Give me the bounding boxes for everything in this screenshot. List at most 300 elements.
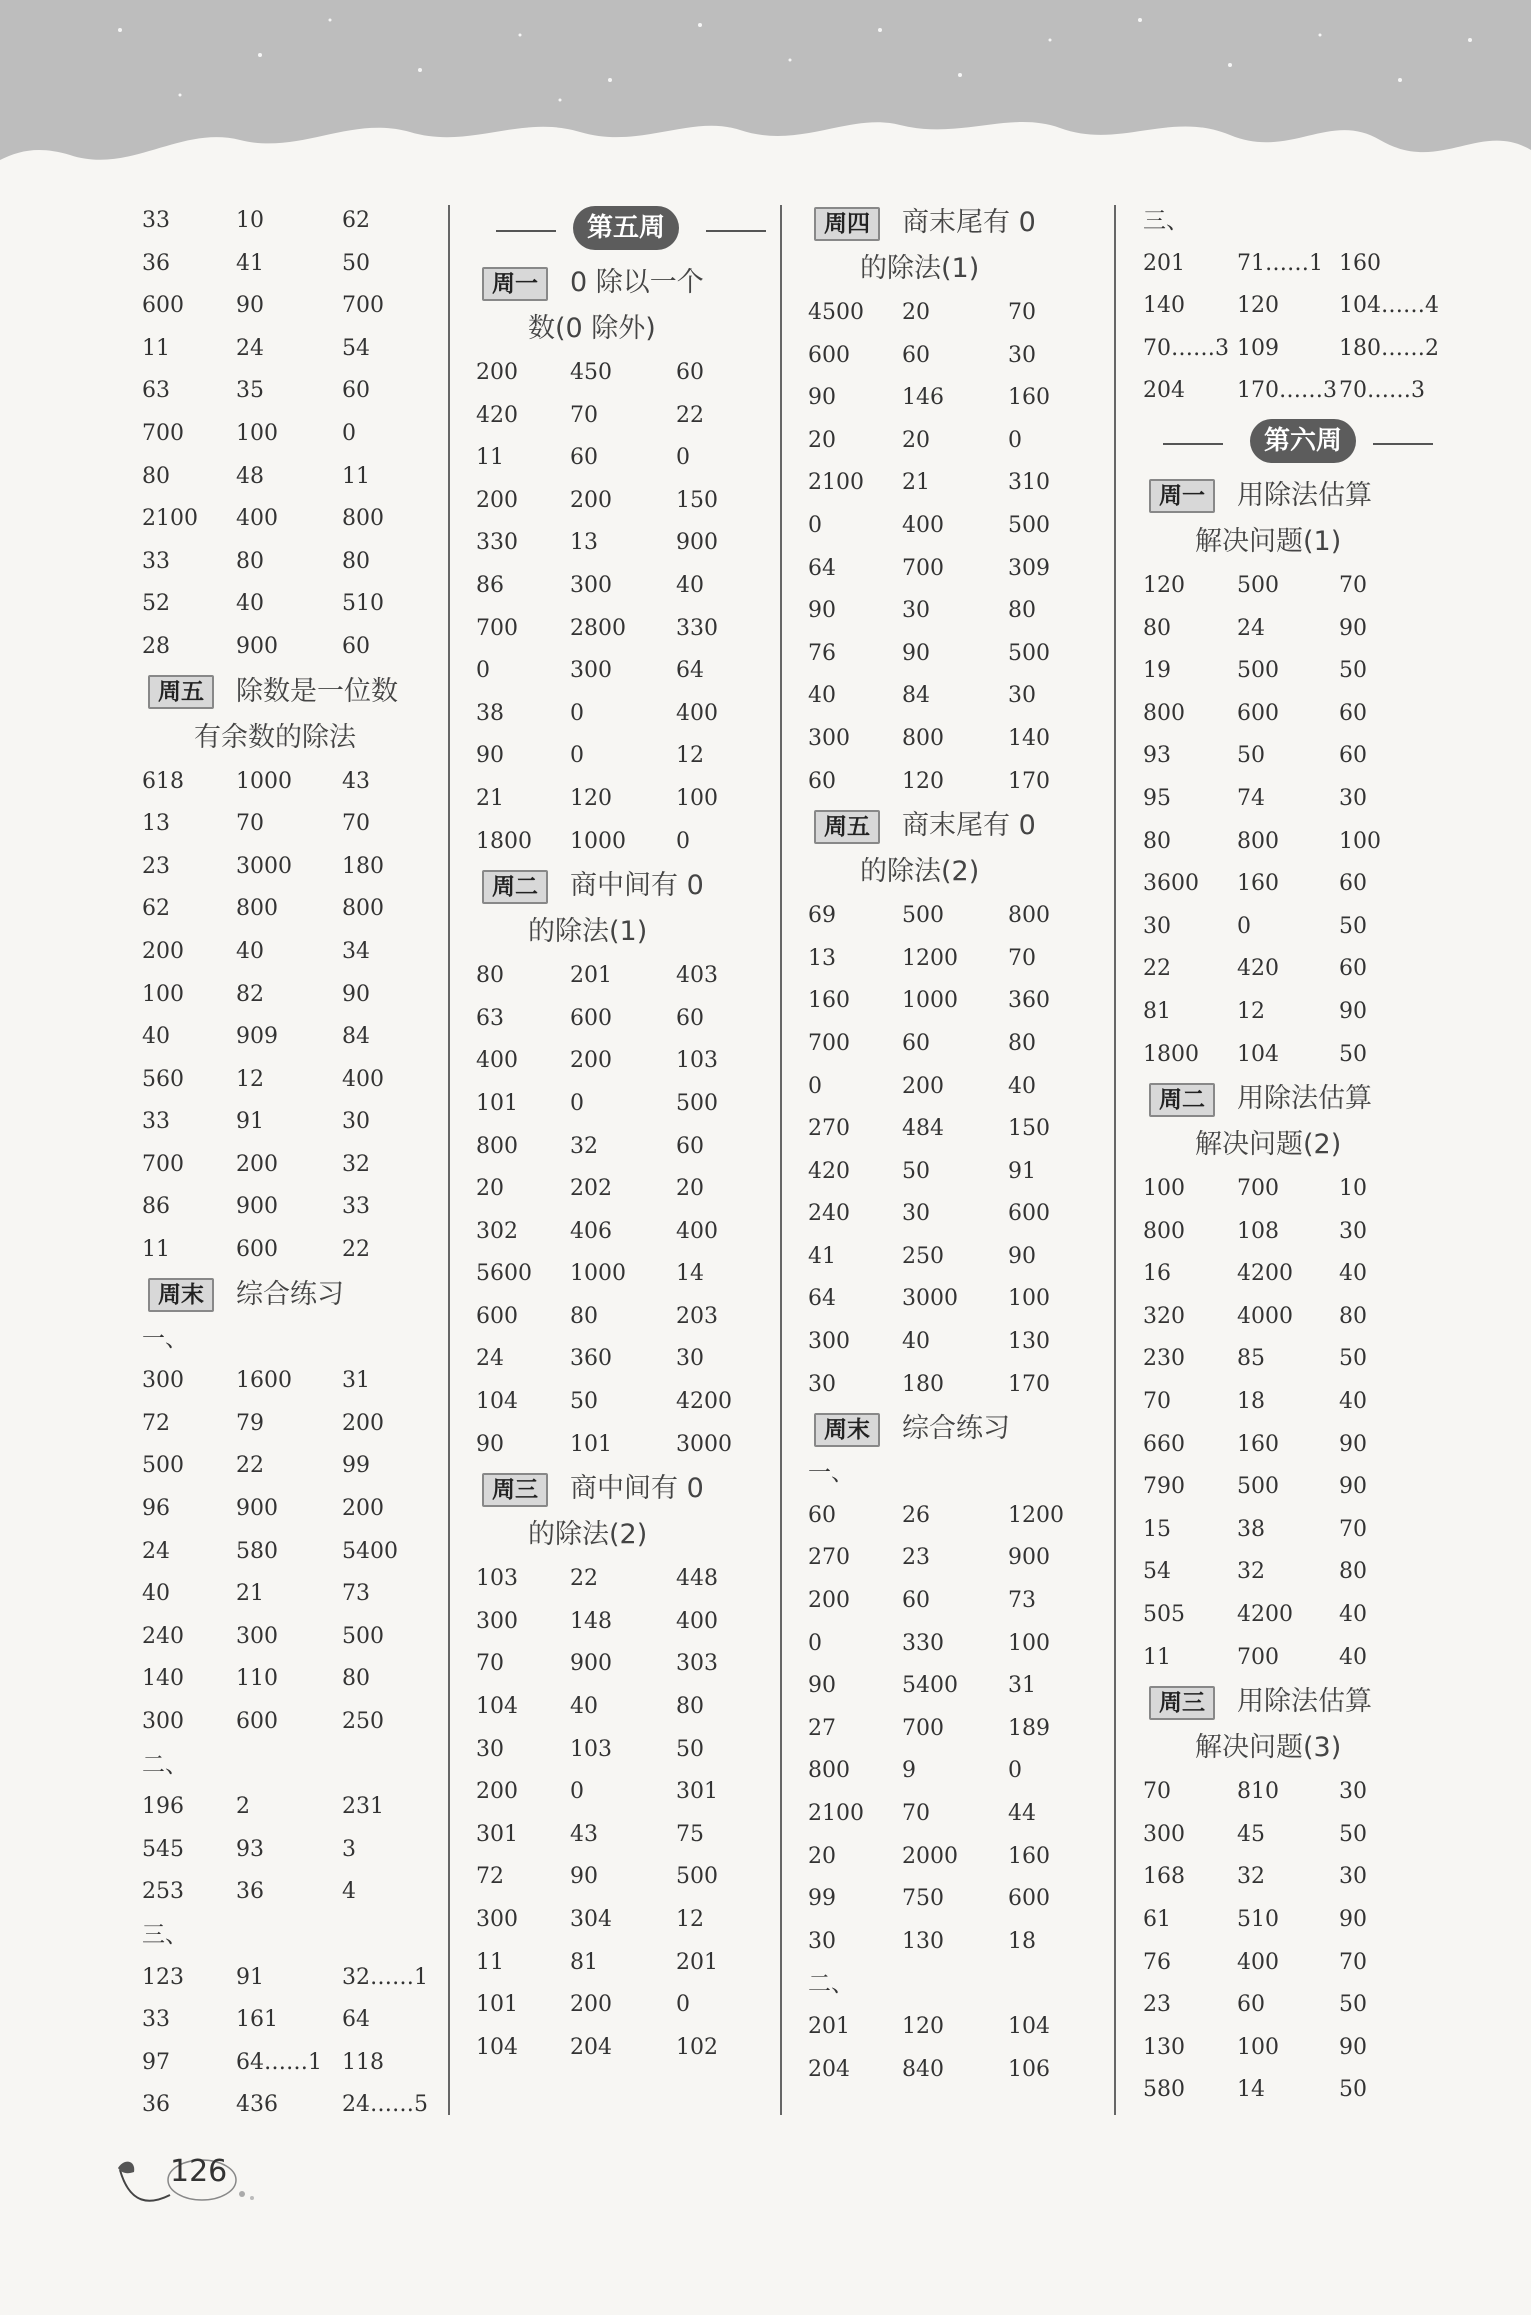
answer-value: 330 [476, 530, 518, 556]
answer-row [808, 548, 1108, 591]
answer-value: 24……5 [342, 2092, 428, 2118]
answer-row [808, 895, 1108, 938]
answer-value: 54 [1143, 1559, 1171, 1585]
answer-value: 300 [1143, 1821, 1185, 1847]
answer-row [1143, 1338, 1463, 1381]
answer-value: 28 [142, 633, 170, 659]
answer-row [142, 1144, 442, 1187]
section-title: 商中间有 0 [570, 870, 704, 902]
answer-value: 330 [902, 1630, 944, 1656]
answer-value: 60 [342, 378, 370, 404]
answer-value: 60 [808, 1502, 836, 1528]
answer-column-1 [142, 200, 442, 2127]
answer-value: 43 [570, 1821, 598, 1847]
week-heading [476, 200, 776, 260]
answer-value: 70 [236, 811, 264, 837]
answer-value: 110 [236, 1666, 278, 1692]
answer-value: 76 [808, 640, 836, 666]
answer-row [476, 735, 776, 778]
answer-value: 510 [1237, 1907, 1279, 1932]
day-badge: 周一 [482, 267, 548, 301]
section-title: 0 除以一个 [570, 267, 704, 298]
answer-row [808, 1878, 1108, 1921]
answer-value: 60 [1339, 700, 1367, 726]
section-heading [142, 1272, 442, 1318]
answer-value: 20 [808, 1843, 836, 1869]
answer-value: 34 [342, 938, 370, 964]
answer-row [476, 1338, 776, 1381]
answer-row [808, 1623, 1108, 1666]
answer-value: 100 [1008, 1630, 1050, 1656]
answer-value: 15 [1143, 1516, 1171, 1542]
section-heading [808, 803, 1108, 849]
column-divider [1114, 205, 1116, 2115]
answer-value: 500 [342, 1623, 384, 1649]
answer-value: 400 [342, 1066, 384, 1092]
answer-value: 40 [676, 572, 704, 598]
answer-row [1143, 948, 1463, 991]
answer-value: 5400 [342, 1538, 398, 1564]
answer-value: 50 [1339, 1041, 1367, 1067]
answer-value: 60 [342, 633, 370, 659]
answer-value: 64 [342, 2007, 370, 2033]
answer-value: 168 [1143, 1864, 1185, 1890]
answer-value: 120 [1143, 572, 1185, 598]
answer-value: 0 [676, 828, 690, 854]
answer-value: 23 [142, 853, 170, 879]
column-divider [780, 205, 782, 2115]
answer-value: 600 [1008, 1201, 1050, 1227]
answer-value: 0 [570, 743, 584, 769]
answer-value: 50 [676, 1736, 704, 1762]
answer-row [808, 980, 1108, 1023]
answer-row [1143, 1771, 1463, 1814]
answer-row [142, 846, 442, 889]
answer-value: 40 [1008, 1073, 1036, 1099]
answer-value: 800 [1143, 1218, 1185, 1244]
answer-value: 0 [676, 1992, 690, 2018]
answer-value: 300 [808, 1329, 850, 1355]
answer-row [808, 1236, 1108, 1279]
answer-row [476, 1126, 776, 1169]
answer-value: 64……1 [236, 2049, 322, 2075]
answer-row [142, 1616, 442, 1659]
answer-value: 30 [1008, 342, 1036, 368]
answer-row [1143, 778, 1463, 821]
answer-value: 200 [570, 1048, 612, 1074]
answer-value: 300 [142, 1709, 184, 1734]
answer-row [142, 1186, 442, 1229]
answer-value: 74 [1237, 785, 1265, 811]
answer-row [1143, 608, 1463, 651]
answer-value: 4200 [1237, 1602, 1293, 1628]
answer-value: 93 [1143, 743, 1171, 769]
answer-row [1143, 650, 1463, 693]
answer-value: 104 [476, 1694, 518, 1720]
answer-value: 41 [236, 250, 264, 276]
answer-value: 180……2 [1339, 335, 1439, 361]
answer-value: 201 [808, 2013, 850, 2039]
day-badge: 周三 [1149, 1686, 1215, 1720]
answer-row [476, 1558, 776, 1601]
answer-value: 3 [342, 1836, 356, 1862]
answer-row [142, 243, 442, 286]
answer-value: 70 [476, 1651, 504, 1677]
answer-row [476, 480, 776, 523]
answer-row [476, 1424, 776, 1467]
answer-value: 800 [902, 725, 944, 751]
answer-value: 90 [236, 293, 264, 319]
answer-value: 19 [1143, 658, 1171, 684]
answer-value: 24 [476, 1346, 504, 1372]
answer-value: 300 [236, 1623, 278, 1649]
answer-value: 600 [142, 293, 184, 319]
answer-value: 30 [808, 1371, 836, 1397]
answer-value: 1000 [236, 768, 292, 794]
answer-value: 24 [1237, 615, 1265, 641]
answer-value: 90 [902, 640, 930, 666]
answer-value: 90 [808, 1673, 836, 1699]
answer-value: 660 [1143, 1431, 1185, 1457]
answer-value: 23 [1143, 1992, 1171, 2018]
answer-row [476, 2027, 776, 2070]
answer-value: 99 [808, 1886, 836, 1912]
answer-row [808, 2006, 1108, 2049]
answer-value: 240 [808, 1201, 850, 1227]
answer-value: 80 [142, 463, 170, 489]
answer-value: 160 [808, 988, 850, 1014]
answer-value: 50 [1339, 658, 1367, 684]
answer-value: 448 [676, 1566, 718, 1592]
answer-value: 200 [476, 487, 518, 513]
answer-value: 270 [808, 1545, 850, 1571]
answer-value: 600 [808, 342, 850, 368]
answer-value: 70 [1143, 1779, 1171, 1805]
answer-value: 90 [1339, 1431, 1367, 1457]
answer-row [476, 998, 776, 1041]
answer-value: 400 [676, 700, 718, 726]
answer-value: 304 [570, 1907, 612, 1932]
answer-row [808, 335, 1108, 378]
answer-value: 32……1 [342, 1964, 428, 1990]
answer-value: 90 [476, 743, 504, 769]
answer-row [1143, 1594, 1463, 1637]
answer-value: 100 [142, 981, 184, 1007]
answer-value: 60 [1237, 1992, 1265, 2018]
answer-value: 3000 [676, 1431, 732, 1457]
answer-value: 4000 [1237, 1303, 1293, 1329]
answer-value: 11 [342, 463, 370, 489]
answer-value: 700 [1237, 1176, 1279, 1202]
answer-value: 310 [1008, 470, 1050, 496]
answer-row [142, 1101, 442, 1144]
answer-value: 170……3 [1237, 378, 1337, 404]
section-title: 用除法估算 [1237, 479, 1372, 511]
section-heading [1143, 1679, 1463, 1725]
answer-value: 909 [236, 1024, 278, 1050]
answer-value: 302 [476, 1218, 518, 1244]
answer-value: 170 [1008, 768, 1050, 794]
answer-value: 500 [676, 1864, 718, 1890]
answer-value: 200 [570, 487, 612, 513]
answer-value: 400 [236, 506, 278, 532]
answer-row [142, 761, 442, 804]
answer-value: 60 [902, 1588, 930, 1614]
answer-value: 0 [1237, 913, 1251, 939]
page-number-badge [110, 2150, 270, 2210]
answer-row [142, 974, 442, 1017]
answer-value: 45 [1237, 1821, 1265, 1847]
answer-value: 250 [902, 1243, 944, 1269]
answer-value: 160 [1237, 871, 1279, 897]
answer-row [476, 1942, 776, 1985]
answer-value: 70……3 [1143, 335, 1229, 361]
answer-value: 70 [1339, 1949, 1367, 1975]
answer-value: 60 [676, 1133, 704, 1159]
answer-value: 96 [142, 1496, 170, 1522]
answer-value: 4500 [808, 300, 864, 325]
answer-value: 900 [236, 1194, 278, 1220]
answer-value: 90 [1339, 615, 1367, 641]
answer-row [476, 1168, 776, 1211]
answer-value: 200 [476, 360, 518, 385]
answer-row [476, 1686, 776, 1729]
answer-value: 12 [1237, 998, 1265, 1024]
answer-value: 50 [1339, 2077, 1367, 2103]
answer-value: 140 [1143, 293, 1185, 319]
answer-value: 50 [1339, 1992, 1367, 2018]
answer-row [142, 1531, 442, 1574]
answer-row [808, 1836, 1108, 1879]
answer-value: 80 [342, 1666, 370, 1692]
answer-value: 303 [676, 1651, 718, 1677]
answer-value: 420 [808, 1158, 850, 1184]
answer-row [142, 1829, 442, 1872]
answer-value: 700 [342, 293, 384, 319]
answer-value: 43 [342, 768, 370, 794]
answer-value: 2000 [902, 1843, 958, 1869]
day-badge: 周末 [814, 1413, 880, 1447]
answer-row [808, 1193, 1108, 1236]
answer-value: 140 [142, 1666, 184, 1692]
answer-value: 38 [476, 700, 504, 726]
answer-value: 80 [1008, 1030, 1036, 1056]
answer-value: 71……1 [1237, 250, 1323, 276]
answer-value: 91 [1008, 1158, 1036, 1184]
answer-value: 104 [476, 1389, 518, 1415]
answer-row [808, 633, 1108, 676]
answer-value: 30 [808, 1928, 836, 1954]
answer-value: 101 [476, 1992, 518, 2018]
answer-value: 60 [1339, 871, 1367, 897]
answer-value: 50 [902, 1158, 930, 1184]
answer-value: 800 [236, 896, 278, 922]
answer-row [1143, 821, 1463, 864]
header-banner [0, 0, 1531, 200]
answer-value: 5400 [902, 1673, 958, 1699]
answer-row [1143, 370, 1463, 413]
answer-row [476, 1899, 776, 1942]
answer-value: 400 [676, 1218, 718, 1244]
day-badge: 周五 [814, 810, 880, 844]
answer-value: 90 [1339, 998, 1367, 1024]
answer-row [142, 1016, 442, 1059]
answer-value: 800 [342, 506, 384, 532]
answer-value: 500 [902, 903, 944, 929]
answer-row [808, 1151, 1108, 1194]
answer-value: 200 [236, 1151, 278, 1177]
answer-value: 104……4 [1339, 293, 1439, 319]
answer-value: 62 [142, 896, 170, 922]
answer-value: 70 [1339, 1516, 1367, 1542]
answer-row [476, 1601, 776, 1644]
answer-value: 80 [1143, 615, 1171, 641]
day-badge: 周末 [148, 1278, 214, 1312]
answer-value: 86 [142, 1194, 170, 1220]
answer-value: 30 [902, 598, 930, 624]
answer-row [476, 821, 776, 864]
answer-row [142, 1786, 442, 1829]
answer-row [476, 955, 776, 998]
answer-row [476, 1381, 776, 1424]
section-subtitle: 解决问题(3) [1195, 1732, 1342, 1764]
answer-value: 120 [902, 2013, 944, 2039]
answer-value: 800 [1008, 903, 1050, 929]
answer-value: 84 [902, 683, 930, 709]
answer-row [476, 693, 776, 736]
answer-row [142, 931, 442, 974]
answer-value: 1200 [902, 945, 958, 971]
part-label: 三、 [142, 1921, 188, 1948]
answer-value: 64 [808, 1286, 836, 1312]
answer-value: 33 [342, 1194, 370, 1220]
answer-value: 54 [342, 335, 370, 361]
answer-value: 30 [1339, 1864, 1367, 1890]
section-heading [808, 200, 1108, 246]
answer-value: 14 [676, 1261, 704, 1287]
answer-value: 102 [676, 2034, 718, 2060]
answer-value: 40 [236, 591, 264, 617]
answer-row [476, 1729, 776, 1772]
answer-value: 200 [570, 1992, 612, 2018]
answer-value: 200 [142, 938, 184, 964]
answer-value: 100 [676, 785, 718, 811]
answer-value: 24 [236, 335, 264, 361]
answer-value: 800 [1237, 828, 1279, 854]
answer-value: 180 [902, 1371, 944, 1397]
answer-row [1143, 565, 1463, 608]
answer-value: 484 [902, 1116, 944, 1142]
section-heading [1143, 1076, 1463, 1122]
answer-value: 97 [142, 2049, 170, 2075]
answer-row [808, 938, 1108, 981]
answer-row [1143, 1942, 1463, 1985]
answer-row [1143, 1551, 1463, 1594]
answer-row [808, 1364, 1108, 1407]
answer-value: 95 [1143, 785, 1171, 811]
answer-value: 70 [1143, 1389, 1171, 1415]
answer-value: 90 [476, 1431, 504, 1457]
answer-value: 160 [1237, 1431, 1279, 1457]
answer-value: 90 [342, 981, 370, 1007]
answer-value: 80 [1008, 598, 1036, 624]
answer-value: 700 [142, 1151, 184, 1177]
answer-value: 104 [1237, 1041, 1279, 1067]
answer-value: 106 [1008, 2056, 1050, 2082]
section-subtitle: 解决问题(1) [1195, 525, 1342, 557]
answer-value: 118 [342, 2049, 384, 2075]
answer-value: 160 [1008, 385, 1050, 411]
answer-value: 101 [476, 1090, 518, 1116]
answer-value: 12 [676, 743, 704, 769]
answer-value: 309 [1008, 555, 1050, 581]
answer-row [142, 1701, 442, 1744]
answer-value: 63 [142, 378, 170, 404]
answer-row [142, 1488, 442, 1531]
answer-value: 52 [142, 591, 170, 617]
answer-value: 33 [142, 2007, 170, 2033]
answer-value: 0 [476, 658, 490, 684]
answer-value: 1200 [1008, 1502, 1064, 1528]
answer-value: 150 [1008, 1116, 1050, 1142]
answer-value: 62 [342, 208, 370, 233]
answer-value: 22 [1143, 956, 1171, 982]
answer-value: 50 [342, 250, 370, 276]
answer-value: 790 [1143, 1474, 1185, 1500]
answer-row [142, 1957, 442, 2000]
answer-value: 3600 [1143, 871, 1199, 897]
answer-value: 1800 [1143, 1041, 1199, 1067]
answer-value: 84 [342, 1024, 370, 1050]
answer-value: 60 [902, 342, 930, 368]
answer-row [142, 456, 442, 499]
answer-value: 90 [1339, 1474, 1367, 1500]
answer-value: 0 [1008, 1758, 1022, 1784]
answer-value: 21 [476, 785, 504, 811]
answer-value: 400 [676, 1608, 718, 1634]
answer-value: 1000 [570, 828, 626, 854]
answer-value: 510 [342, 591, 384, 617]
answer-value: 240 [142, 1623, 184, 1649]
answer-value: 300 [570, 658, 612, 684]
answer-row [476, 650, 776, 693]
answer-value: 300 [476, 1907, 518, 1932]
answer-value: 320 [1143, 1303, 1185, 1329]
answer-row [808, 761, 1108, 804]
answer-value: 32 [1237, 1559, 1265, 1585]
answer-value: 150 [676, 487, 718, 513]
answer-value: 120 [902, 768, 944, 794]
answer-value: 231 [342, 1794, 384, 1820]
answer-value: 64 [808, 555, 836, 581]
answer-value: 600 [1008, 1886, 1050, 1912]
answer-value: 99 [342, 1453, 370, 1479]
answer-value: 450 [570, 360, 612, 385]
answer-value: 300 [570, 572, 612, 598]
page-number: 126 [170, 2154, 228, 2189]
section-title: 综合练习 [236, 1278, 344, 1310]
answer-value: 50 [1237, 743, 1265, 769]
answer-value: 30 [1339, 785, 1367, 811]
answer-value: 1000 [570, 1261, 626, 1287]
answer-row [808, 1321, 1108, 1364]
answer-value: 21 [902, 470, 930, 496]
answer-value: 60 [676, 360, 704, 385]
answer-value: 500 [1008, 512, 1050, 538]
answer-value: 13 [570, 530, 598, 556]
answer-row [808, 292, 1108, 335]
answer-value: 160 [1008, 1843, 1050, 1869]
